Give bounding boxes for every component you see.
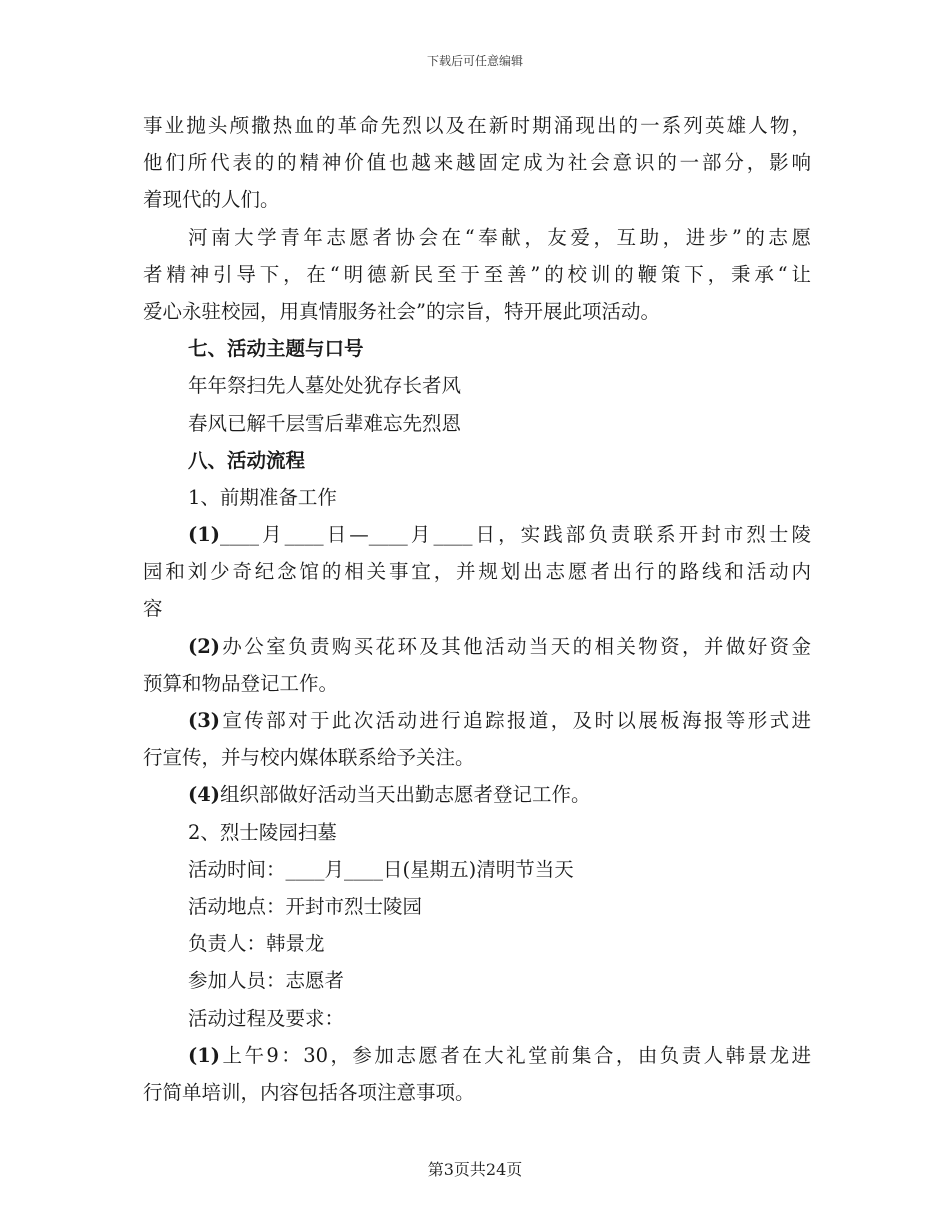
list-item-line: 预算和物品登记工作。 [143, 671, 339, 695]
slogan-line: 年年祭扫先人墓处处犹存长者风 [188, 374, 462, 398]
paragraph-line: 河南大学青年志愿者协会在“奉献，友爱，互助，进步”的志愿 [188, 225, 811, 249]
list-item-number: (1) [188, 523, 221, 547]
list-item-number: (4) [188, 783, 221, 807]
document-body [143, 107, 811, 1111]
paragraph-line: 者精神引导下，在“明德新民至于至善”的校训的鞭策下，秉承“让 [143, 262, 811, 286]
paragraph-line: 他们所代表的的精神价值也越来越固定成为社会意识的一部分，影响 [143, 151, 811, 175]
subsection-title: 2、烈士陵园扫墓 [188, 820, 337, 844]
list-item-line: 行简单培训，内容包括各项注意事项。 [143, 1080, 475, 1104]
list-item-line [143, 1037, 811, 1074]
list-item-number: (1) [188, 1043, 221, 1067]
list-item-text: 宣传部对于此次活动进行追踪报道，及时以展板海报等形式进 [220, 709, 811, 732]
list-item-line [143, 628, 811, 665]
page-footer-number: 第3页共24页 [427, 1160, 523, 1179]
list-item-text: 上午9：30，参加志愿者在大礼堂前集合，由负责人韩景龙进 [220, 1043, 811, 1067]
list-item-line: 容 [143, 597, 163, 621]
activity-time: 活动时间：____月____日(星期五)清明节当天 [188, 857, 574, 881]
list-item-line: 行宣传，并与校内媒体联系给予关注。 [143, 746, 475, 770]
activity-place: 活动地点：开封市烈士陵园 [188, 894, 423, 918]
list-item-number: (3) [188, 709, 221, 732]
slogan-line: 春风已解千层雪后辈难忘先烈恩 [188, 411, 462, 435]
list-item-line [143, 776, 811, 813]
list-item-text: ____月____日—____月____日，实践部负责联系开封市烈士陵 [220, 523, 811, 547]
list-item-text: 办公室负责购买花环及其他活动当天的相关物资，并做好资金 [220, 634, 811, 658]
activity-leader: 负责人：韩景龙 [188, 932, 325, 956]
paragraph-line: 爱心永驻校园，用真情服务社会”的宗旨，特开展此项活动。 [143, 299, 660, 323]
section-8-title: 八、活动流程 [188, 448, 306, 472]
subsection-title: 1、前期准备工作 [188, 485, 337, 509]
paragraph-line: 着现代的人们。 [143, 188, 280, 212]
list-item-text: 组织部做好活动当天出勤志愿者登记工作。 [220, 783, 591, 807]
list-item-line: 园和刘少奇纪念馆的相关事宜，并规划出志愿者出行的路线和活动内 [143, 560, 811, 584]
list-item-line [143, 516, 811, 553]
section-7-title: 七、活动主题与口号 [188, 337, 364, 361]
activity-participants: 参加人员：志愿者 [188, 969, 345, 993]
activity-process: 活动过程及要求： [188, 1006, 345, 1030]
paragraph-line: 事业抛头颅撒热血的革命先烈以及在新时期涌现出的一系列英雄人物， [143, 114, 811, 137]
list-item-line [143, 702, 811, 739]
list-item-number: (2) [188, 634, 221, 658]
page-header-note: 下载后可任意编辑 [426, 54, 523, 68]
